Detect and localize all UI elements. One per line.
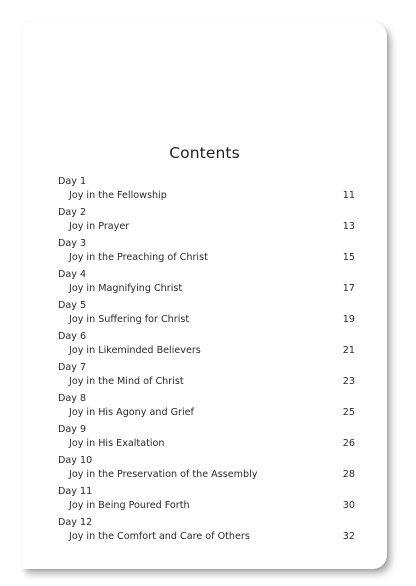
toc-entry-day-6[interactable]: [58, 331, 355, 362]
toc-entry-line: [58, 314, 355, 326]
toc-day-label: Day 6: [58, 331, 87, 342]
toc-page-number: 32: [342, 531, 355, 542]
toc-entry-title: Joy in Suffering for Christ: [69, 314, 190, 325]
toc-entry-line: [58, 407, 355, 419]
page-title: Contents: [169, 144, 240, 162]
toc-entry-title: Joy in the Comfort and Care of Others: [69, 531, 250, 542]
toc-day-label: Day 8: [58, 393, 87, 404]
toc-day-label: Day 7: [58, 362, 87, 373]
toc-entry-line: [58, 221, 355, 233]
toc-entry-line: [58, 469, 355, 481]
toc-page-number: 28: [342, 469, 355, 480]
toc-entry-title: Joy in the Preservation of the Assembly: [69, 469, 258, 480]
toc-entry-day-4[interactable]: [58, 269, 355, 300]
toc-day-label: Day 4: [58, 269, 87, 280]
toc-page-number: 17: [342, 283, 355, 294]
toc-entry-day-12[interactable]: [58, 517, 355, 548]
toc-entry-title: Joy in Prayer: [69, 221, 130, 232]
toc-entry-line: [58, 345, 355, 357]
toc-day-label: Day 12: [58, 517, 93, 528]
toc-entry-title: Joy in the Mind of Christ: [69, 376, 184, 387]
toc-day-label: Day 2: [58, 207, 87, 218]
toc-entry-line: [58, 190, 355, 202]
toc-entry-title: Joy in the Preaching of Christ: [69, 252, 208, 263]
toc-day-label: Day 5: [58, 300, 87, 311]
toc-page-number: 11: [342, 190, 355, 201]
toc-entry-title: Joy in His Agony and Grief: [69, 407, 194, 418]
toc-page-number: 19: [342, 314, 355, 325]
toc-entry-day-8[interactable]: [58, 393, 355, 424]
toc-entry-day-9[interactable]: [58, 424, 355, 455]
book-page: [22, 22, 387, 569]
toc-page-number: 15: [342, 252, 355, 263]
toc-day-label: Day 3: [58, 238, 87, 249]
toc-day-label: Day 10: [58, 455, 93, 466]
toc-page-number: 30: [342, 500, 355, 511]
toc-day-label: Day 9: [58, 424, 87, 435]
toc-entry-title: Joy in His Exaltation: [69, 438, 165, 449]
toc-entry-title: Joy in the Fellowship: [69, 190, 167, 201]
toc-entry-day-10[interactable]: [58, 455, 355, 486]
toc-entry-title: Joy in Being Poured Forth: [69, 500, 190, 511]
toc-entry-day-3[interactable]: [58, 238, 355, 269]
toc-entry-title: Joy in Likeminded Believers: [69, 345, 201, 356]
toc-page-number: 13: [342, 221, 355, 232]
toc-page-number: 26: [342, 438, 355, 449]
toc-page-number: 25: [342, 407, 355, 418]
toc-day-label: Day 1: [58, 176, 87, 187]
table-of-contents: [58, 176, 355, 548]
toc-day-label: Day 11: [58, 486, 93, 497]
toc-page-number: 23: [342, 376, 355, 387]
toc-page-number: 21: [342, 345, 355, 356]
toc-entry-line: [58, 531, 355, 543]
toc-entry-day-11[interactable]: [58, 486, 355, 517]
toc-entry-line: [58, 376, 355, 388]
toc-entry-day-1[interactable]: [58, 176, 355, 207]
toc-entry-line: [58, 283, 355, 295]
toc-entry-day-5[interactable]: [58, 300, 355, 331]
toc-entry-day-7[interactable]: [58, 362, 355, 393]
toc-entry-line: [58, 438, 355, 450]
toc-entry-title: Joy in Magnifying Christ: [69, 283, 183, 294]
toc-entry-line: [58, 252, 355, 264]
toc-entry-line: [58, 500, 355, 512]
toc-entry-day-2[interactable]: [58, 207, 355, 238]
